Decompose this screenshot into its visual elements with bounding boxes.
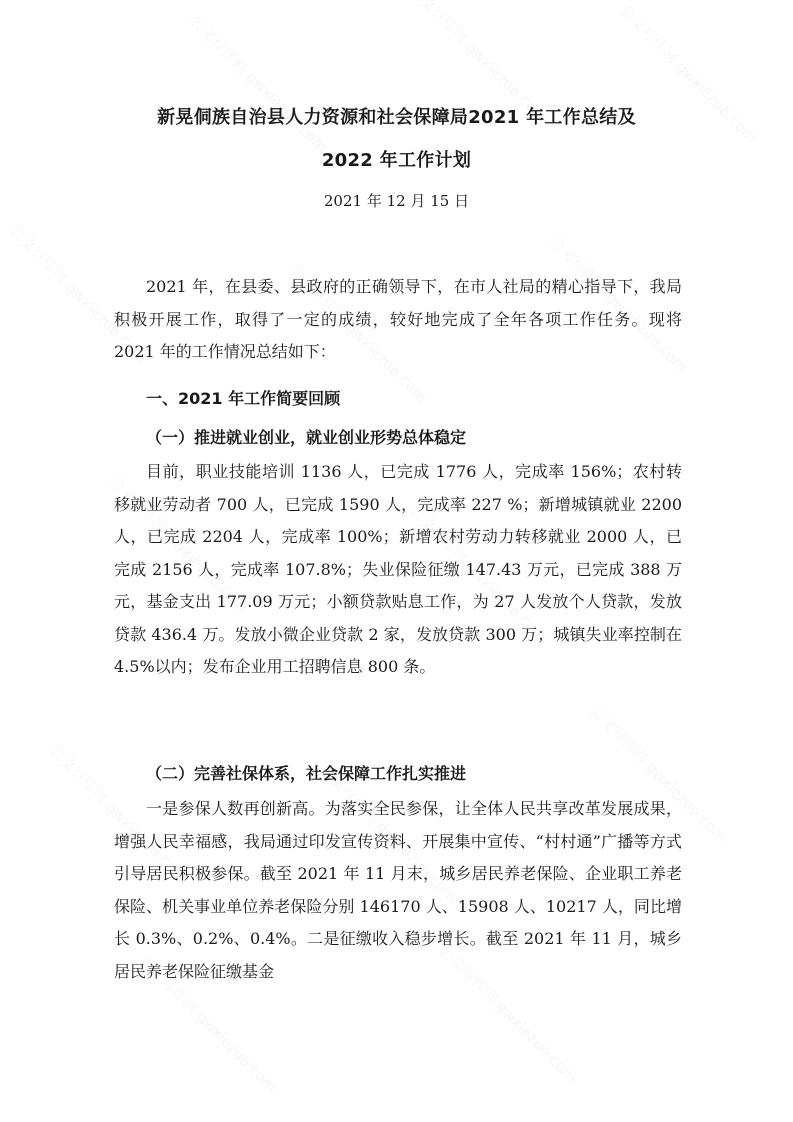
document-date: 2021 年 12 月 15 日 bbox=[323, 192, 470, 210]
intro-paragraph: 2021 年，在县委、县政府的正确领导下，在市人社局的精心指导下，我局积极开展工作，取得了一定的成绩，较好地完成了全年各项工作任务。现将 2021 年的工作情况总结如下： bbox=[114, 277, 682, 361]
document-title-line2: 2022 年工作计划 bbox=[321, 150, 472, 171]
watermark bbox=[185, 10, 332, 157]
subsection1-heading: （一）推进就业创业，就业创业形势总体稳定 bbox=[146, 428, 467, 447]
subsection1-body: 目前，职业技能培训 1136 人，已完成 1776 人，完成率 156%；农村转移就业劳动者 700 人，已完成 1590 人，完成率 227 %；新增城镇就业 2200 人，已完成 2204 人，完成率 100%；新增农村劳动力转移就业 2000 人，已完成 2156 人，完成率 107.8%；失业保险征缴 147.43 万元，已完成 388 万元，基金支出 177.09 万元；小额贷款贴息工作，为 27 人发放个人贷款，发放贷款 436.4 万。发放小微企业贷款 2 家，发放贷款 300 万；城镇失业率控制在 4.5%以内；发布企业用工招聘信息 800 条。 bbox=[114, 462, 682, 676]
document-title-line1: 新晃侗族自治县人力资源和社会保障局2021 年工作总结及 bbox=[157, 107, 636, 128]
subsection2-body: 一是参保人数再创新高。为落实全民参保，让全体人民共享改革发展成果，增强人民幸福感，我局通过印发宣传资料、开展集中宣传、“村村通”广播等方式引导居民积极参保。截至 2021 年 11 月末，城乡居民养老保险、企业职工养老保险、机关事业单位养老保险分别 146170 人、15908 人、10217 人，同比增长 0.3%、0.2%、0.4%。二是征缴收入稳步增长。截至 2021 年 11 月，城乡居民养老保险征缴基金 bbox=[114, 799, 682, 981]
section1-heading: 一、2021 年工作简要回顾 bbox=[146, 389, 341, 408]
subsection2-heading: （二）完善社保体系，社会保障工作扎实推进 bbox=[146, 764, 467, 783]
